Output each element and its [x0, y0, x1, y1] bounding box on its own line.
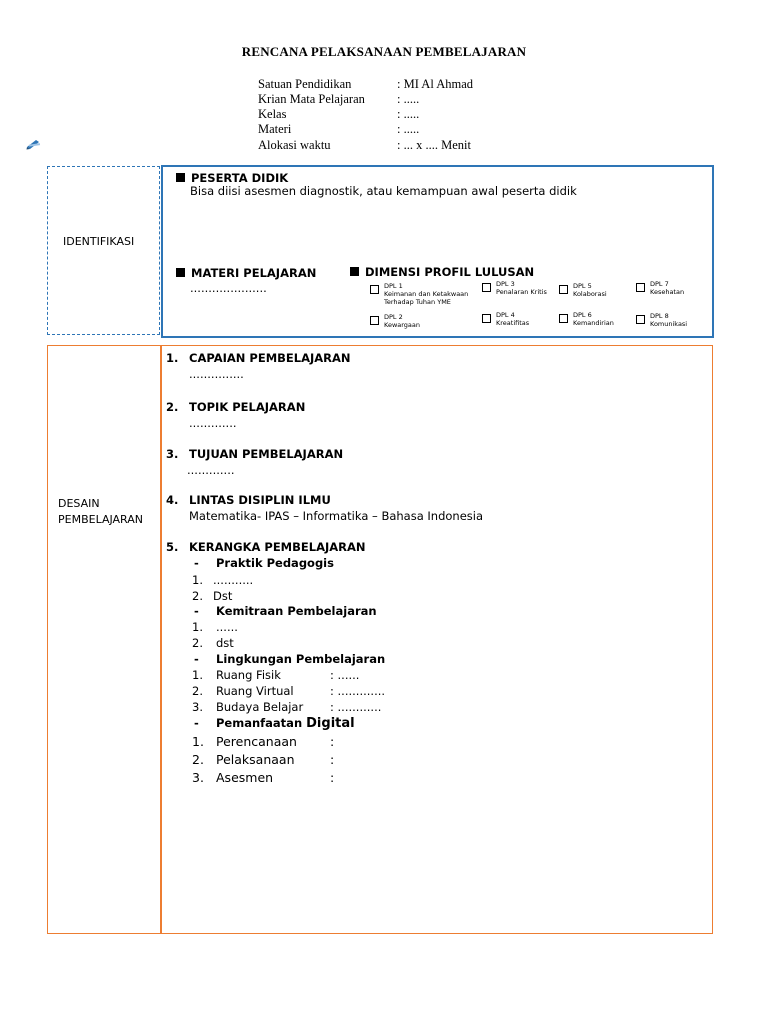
praktik-heading: Praktik Pedagogis: [216, 556, 334, 570]
square-bullet-icon: [350, 267, 359, 276]
meta-value: : .....: [397, 92, 420, 106]
section-number: 3.: [166, 447, 179, 461]
identifikasi-label: IDENTIFIKASI: [63, 235, 135, 248]
topik-heading: TOPIK PELAJARAN: [189, 400, 306, 414]
lingkungan-value: : .............: [330, 684, 386, 698]
digital-value: :: [330, 734, 335, 749]
pen-icon[interactable]: [26, 138, 42, 150]
list-number: 1.: [192, 668, 203, 682]
digital-value: :: [330, 770, 335, 785]
lingkungan-heading: Lingkungan Pembelajaran: [216, 652, 386, 666]
document-title: RENCANA PELAKSANAAN PEMBELAJARAN: [241, 44, 527, 59]
digital-label: Asesmen: [216, 770, 274, 785]
dpl-name: Keimanan dan Ketakwaan: [384, 290, 469, 298]
dimensi-profil-heading: [350, 265, 534, 279]
meta-label: Alokasi waktu: [258, 138, 331, 152]
lintas-heading: LINTAS DISIPLIN ILMU: [189, 493, 331, 507]
dash-bullet: -: [194, 652, 199, 666]
dpl-name: Kolaborasi: [573, 290, 607, 298]
dpl-code: DPL 3: [496, 280, 515, 288]
section-number: 4.: [166, 493, 179, 507]
dash-bullet: -: [194, 604, 199, 618]
dpl-name: Kesehatan: [650, 288, 685, 296]
kerangka-heading: KERANGKA PEMBELAJARAN: [189, 540, 366, 554]
identifikasi-label-box: [47, 166, 160, 335]
lingkungan-value: : ......: [330, 668, 360, 682]
materi-pelajaran-heading-text: MATERI PELAJARAN: [191, 266, 317, 280]
checkbox-icon[interactable]: [559, 285, 568, 294]
checkbox-icon[interactable]: [482, 283, 491, 292]
peserta-didik-text: Bisa diisi asesmen diagnostik, atau kemampuan awal peserta didik: [190, 184, 577, 198]
peserta-didik-heading-text: PESERTA DIDIK: [191, 171, 289, 185]
digital-heading: [216, 716, 355, 731]
dpl-code: DPL 6: [573, 311, 592, 319]
dpl-code: DPL 4: [496, 311, 515, 319]
section-number: 1.: [166, 351, 179, 365]
list-number: 1.: [192, 734, 204, 749]
digital-heading-part2: Digital: [306, 716, 355, 731]
checkbox-icon[interactable]: [370, 285, 379, 294]
kemitraan-item: dst: [216, 636, 234, 650]
tujuan-text: .............: [187, 463, 235, 477]
dpl-code: DPL 2: [384, 313, 403, 321]
meta-value: : ... x .... Menit: [397, 138, 471, 152]
list-number: 3.: [192, 700, 203, 714]
list-number: 3.: [192, 770, 204, 785]
materi-pelajaran-text: .....................: [190, 281, 267, 295]
desain-label: [58, 496, 143, 528]
meta-value: : MI Al Ahmad: [397, 77, 474, 91]
lingkungan-label: Budaya Belajar: [216, 700, 304, 714]
praktik-item: ...........: [213, 573, 254, 587]
dpl-code: DPL 8: [650, 312, 669, 320]
meta-value: : .....: [397, 122, 420, 136]
square-bullet-icon: [176, 268, 185, 277]
tujuan-heading: TUJUAN PEMBELAJARAN: [189, 447, 344, 461]
list-number: 2.: [192, 752, 204, 767]
list-number: 2.: [192, 684, 203, 698]
praktik-item: Dst: [213, 589, 233, 603]
dash-bullet: -: [194, 716, 199, 730]
square-bullet-icon: [176, 173, 185, 182]
lintas-text: Matematika- IPAS – Informatika – Bahasa Indonesia: [189, 509, 484, 523]
kemitraan-heading: Kemitraan Pembelajaran: [216, 604, 377, 618]
checkbox-icon[interactable]: [482, 314, 491, 323]
capaian-text: ...............: [189, 367, 244, 381]
checkbox-icon[interactable]: [559, 314, 568, 323]
digital-value: :: [330, 752, 335, 767]
materi-pelajaran-heading: [176, 266, 316, 280]
dpl-name: Kewargaan: [384, 321, 421, 329]
meta-label: Materi: [258, 122, 292, 136]
desain-label-line1: DESAIN: [58, 497, 100, 510]
lingkungan-value: : ............: [330, 700, 382, 714]
desain-divider: [160, 345, 162, 934]
list-number: 2.: [192, 589, 203, 603]
dpl-name: Komunikasi: [650, 320, 688, 328]
desain-label-line2: PEMBELAJARAN: [58, 513, 144, 526]
lingkungan-label: Ruang Virtual: [216, 684, 294, 698]
dpl-name: Penalaran Kritis: [496, 288, 547, 296]
desain-box: [47, 345, 713, 934]
section-number: 5.: [166, 540, 179, 554]
capaian-heading: CAPAIAN PEMBELAJARAN: [189, 351, 351, 365]
list-number: 1.: [192, 620, 203, 634]
kemitraan-item: ......: [216, 620, 238, 634]
dpl-name: Kemandirian: [573, 319, 614, 327]
topik-text: .............: [189, 416, 237, 430]
list-number: 1.: [192, 573, 203, 587]
checkbox-icon[interactable]: [370, 316, 379, 325]
dpl-code: DPL 1: [384, 282, 403, 290]
dpl-code: DPL 7: [650, 280, 669, 288]
dimensi-profil-heading-text: DIMENSI PROFIL LULUSAN: [365, 265, 535, 279]
meta-label: Krian Mata Pelajaran: [258, 92, 365, 106]
checkbox-icon[interactable]: [636, 283, 645, 292]
digital-heading-part1: Pemanfaatan: [216, 716, 307, 730]
list-number: 2.: [192, 636, 203, 650]
dpl-name: Kreatifitas: [496, 319, 530, 327]
peserta-didik-heading: [176, 171, 288, 185]
dash-bullet: -: [194, 556, 199, 570]
meta-value: : .....: [397, 107, 420, 121]
checkbox-icon[interactable]: [636, 315, 645, 324]
dpl-code: DPL 5: [573, 282, 592, 290]
digital-label: Perencanaan: [216, 734, 297, 749]
meta-label: Satuan Pendidikan: [258, 77, 352, 91]
section-number: 2.: [166, 400, 179, 414]
digital-label: Pelaksanaan: [216, 752, 295, 767]
dpl-name-line2: Terhadap Tuhan YME: [384, 298, 451, 306]
lingkungan-label: Ruang Fisik: [216, 668, 281, 682]
meta-label: Kelas: [258, 107, 287, 121]
